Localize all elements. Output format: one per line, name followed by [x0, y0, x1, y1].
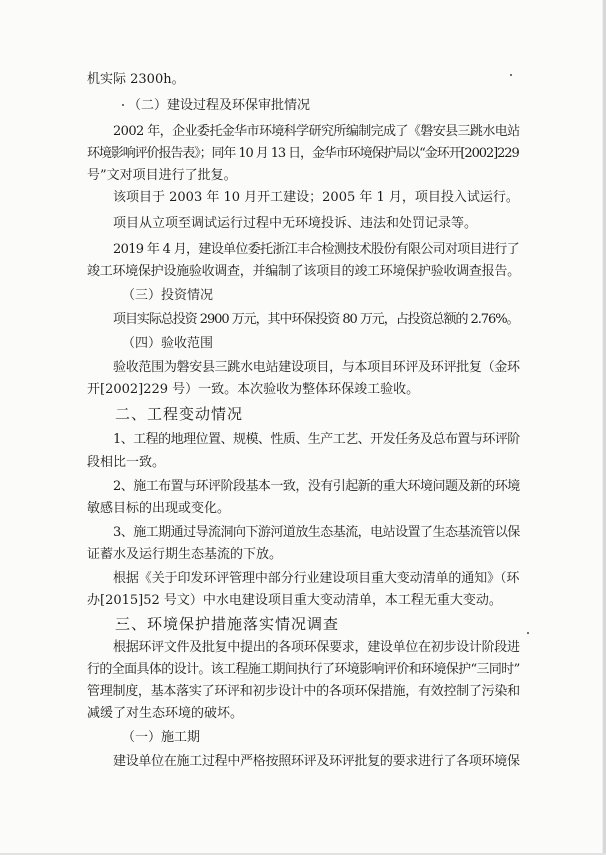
text-line: 验收范围为磐安县三跳水电站建设项目，与本项目环评及环评批复（金环: [113, 360, 520, 375]
text-line: 竣工环境保护设施验收调查，并编制了该项目的竣工环境保护验收调查报告。: [87, 264, 520, 279]
scan-speck: [122, 104, 124, 106]
text-line: 环境影响评价报告表》；同年 10 月 13 日，金华市环境保护局以“金环开[2002]229: [87, 146, 519, 161]
scan-speck: [527, 632, 529, 634]
section-heading: （二）建设过程及环保审批情况: [128, 98, 311, 113]
chapter-heading: 三、环境保护措施落实情况调查: [115, 615, 340, 633]
text-line: 敏感目标的出现或变化。: [87, 501, 231, 516]
text-line: 该项目于 2003 年 10 月开工建设；2005 年 1 月，项目投入试运行。: [113, 190, 519, 205]
text-line: 管理制度，基本落实了环评和初步设计中的各项环保措施，有效控制了污染和: [87, 684, 520, 699]
text-line: 项目实际总投资 2900 万元，其中环保投资 80 万元，占投资总额的 2.76%。: [113, 312, 519, 327]
page-edge-highlight: [602, 0, 603, 855]
text-line: 证蓄水及运行期生态基流的下放。: [87, 547, 283, 562]
text-line: 3、施工期通过导流洞向下游河道放生态基流，电站设置了生态基流管以保: [113, 525, 520, 540]
text-line: 项目从立项至调试运行过程中无环境投诉、违法和处罚记录等。: [113, 216, 478, 231]
text-line: 建设单位在施工过程中严格按照环评及环评批复的要求进行了各项环境保: [113, 754, 520, 769]
text-line: 号”文对项目进行了批复。: [87, 168, 237, 183]
text-line: 2、施工布置与环评阶段基本一致，没有引起新的重大环境问题及新的环境: [113, 479, 520, 494]
text-line: 开[2002]229 号）一致。本次验收为整体环保竣工验收。: [87, 382, 420, 397]
text-line: 根据环评文件及批复中提出的各项环保要求，建设单位在初步设计阶段进: [113, 640, 520, 655]
section-heading: （一）施工期: [122, 730, 201, 745]
text-line: 1、工程的地理位置、规模、性质、生产工艺、开发任务及总布置与环评阶: [113, 432, 520, 447]
section-heading: （三）投资情况: [122, 288, 214, 303]
text-line: 段相比一致。: [87, 455, 166, 470]
scan-speck: [510, 74, 512, 76]
text-line: 2002 年，企业委托金华市环境科学研究所编制完成了《磐安县三跳水电站: [113, 124, 520, 139]
chapter-heading: 二、工程变动情况: [115, 405, 244, 423]
text-line: 行的全面具体的设计。该工程施工期间执行了环境影响评价和环境保护“三同时”: [87, 662, 520, 677]
text-line: 办[2015]52 号文）中水电建设项目重大变动清单，本工程无重大变动。: [87, 593, 502, 608]
text-line: 机实际 2300h。: [87, 72, 185, 87]
text-line: 减缓了对生态环境的破坏。: [87, 706, 244, 721]
text-line: 2019 年 4 月，建设单位委托浙江丰合检测技术股份有限公司对项目进行了: [113, 242, 519, 257]
section-heading: （四）验收范围: [122, 336, 214, 351]
text-line: 根据《关于印发环评管理中部分行业建设项目重大变动清单的通知》（环: [113, 571, 520, 586]
